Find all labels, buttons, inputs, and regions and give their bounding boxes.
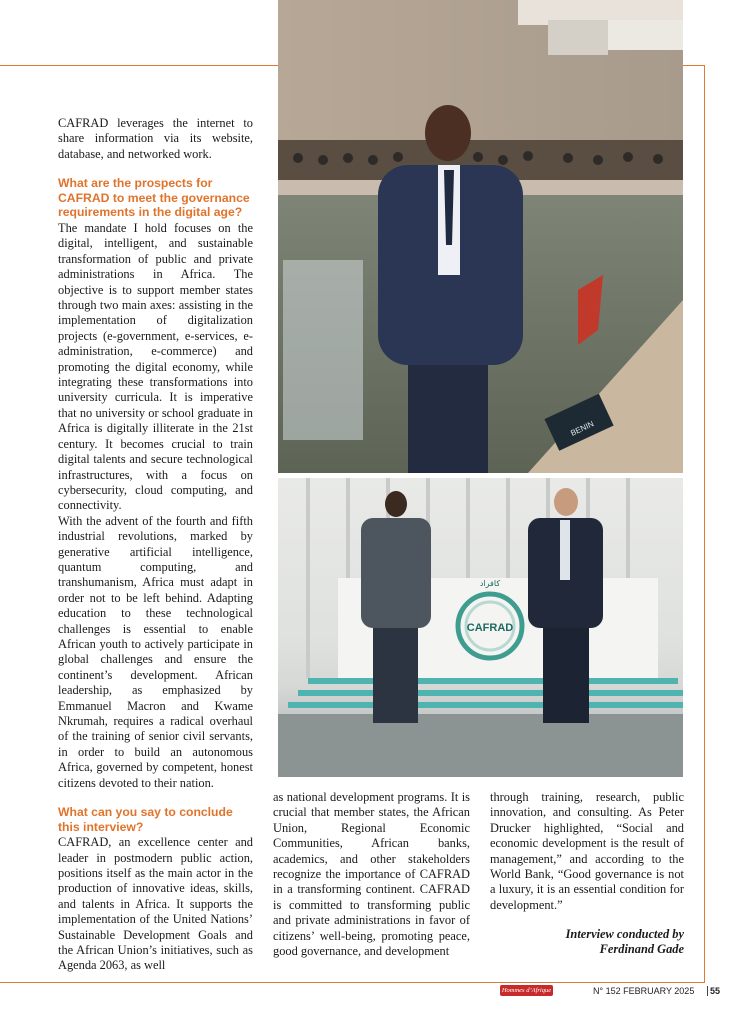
issue-date: N° 152 FEBRUARY 2025 bbox=[593, 986, 695, 996]
cafrad-logo-text: CAFRAD bbox=[466, 622, 514, 634]
magazine-logo: Hommes d’Afrique bbox=[501, 987, 552, 994]
question-heading-1: What are the prospects for CAFRAD to meet the governance requirements in the digital age? bbox=[58, 176, 250, 220]
answer-1-paragraph-1: The mandate I hold focuses on the digital, intelligent, and sustainable transformation of public and private administrations in Africa. The objective is to support member states through two main axes: assisting in the implementation of digitalization projects (e-government, e-services, e-administration, e-commerce) and promoting the digital economy, while integrating these transformations into university curricula. It is imperative that no university or school graduate in Africa is digitally illiterate in the 21st century. It becomes crucial to train digital talents and secure technological infrastructures, with a focus on cybersecurity, cloud computing, and connectivity. bbox=[58, 221, 253, 513]
cafrad-stand-photo bbox=[278, 478, 683, 777]
conference-photo bbox=[278, 0, 683, 473]
conference-photo-illustration bbox=[278, 0, 683, 473]
page-frame-bottom-rule bbox=[0, 982, 705, 983]
credit-author: Ferdinand Gade bbox=[599, 942, 684, 957]
question-heading-2: What can you say to conclude this interview? bbox=[58, 805, 233, 834]
article-column-3 bbox=[490, 790, 684, 957]
credit-line-1: Interview conducted by bbox=[565, 927, 684, 942]
interview-credit bbox=[490, 927, 684, 957]
benin-nameplate: BENIN bbox=[569, 419, 596, 438]
cafrad-logo-arabic: كافراد bbox=[479, 579, 501, 588]
page-frame-right-rule bbox=[704, 65, 705, 982]
answer-2-conclusion: through training, research, public innovation, and consulting. As Peter Drucker highlighted, “Social and economic development is the result of management,” and according to the World Bank, “Good governance is not a luxury, it is an essential condition for development.” bbox=[490, 790, 684, 912]
article-column-2 bbox=[273, 790, 470, 959]
article-column-1 bbox=[58, 116, 253, 974]
page-number: 55 bbox=[707, 986, 720, 996]
answer-1-paragraph-2: With the advent of the fourth and fifth industrial revolutions, marked by generative artificial intelligence, quantum computing, and transhumanism, Africa must adapt in order not to be left behind. Adapting education to these technological challenges is essential to enable African youth to actively participate in global challenges and ensure the continent’s development. African leadership, as emphasized by Emmanuel Macron and Kwame Nkrumah, requires a radical overhaul of the training of senior civil servants, in order to build an autonomous Africa, governed by competent, honest citizens devoted to their nation. bbox=[58, 513, 253, 790]
answer-2-continued: as national development programs. It is crucial that member states, the African Union, Regional Economic Communities, African banks, academics, and other stakeholders recognize the importance of CAFRAD in a transforming continent. CAFRAD is committed to transforming public and private administrations in favor of citizens’ well-being, promoting peace, good governance, and development bbox=[273, 790, 470, 959]
intro-paragraph: CAFRAD leverages the internet to share information via its website, database, and networked work. bbox=[58, 116, 253, 161]
answer-2-start: CAFRAD, an excellence center and leader in postmodern public action, positions itself as the main actor in the production of innovative ideas, skills, and talents in Africa. It supports the implementation of the United Nations’ Sustainable Development Goals and the African Union’s initiatives, such as Agenda 2063, as well bbox=[58, 835, 253, 973]
cafrad-stand-illustration bbox=[278, 478, 683, 777]
